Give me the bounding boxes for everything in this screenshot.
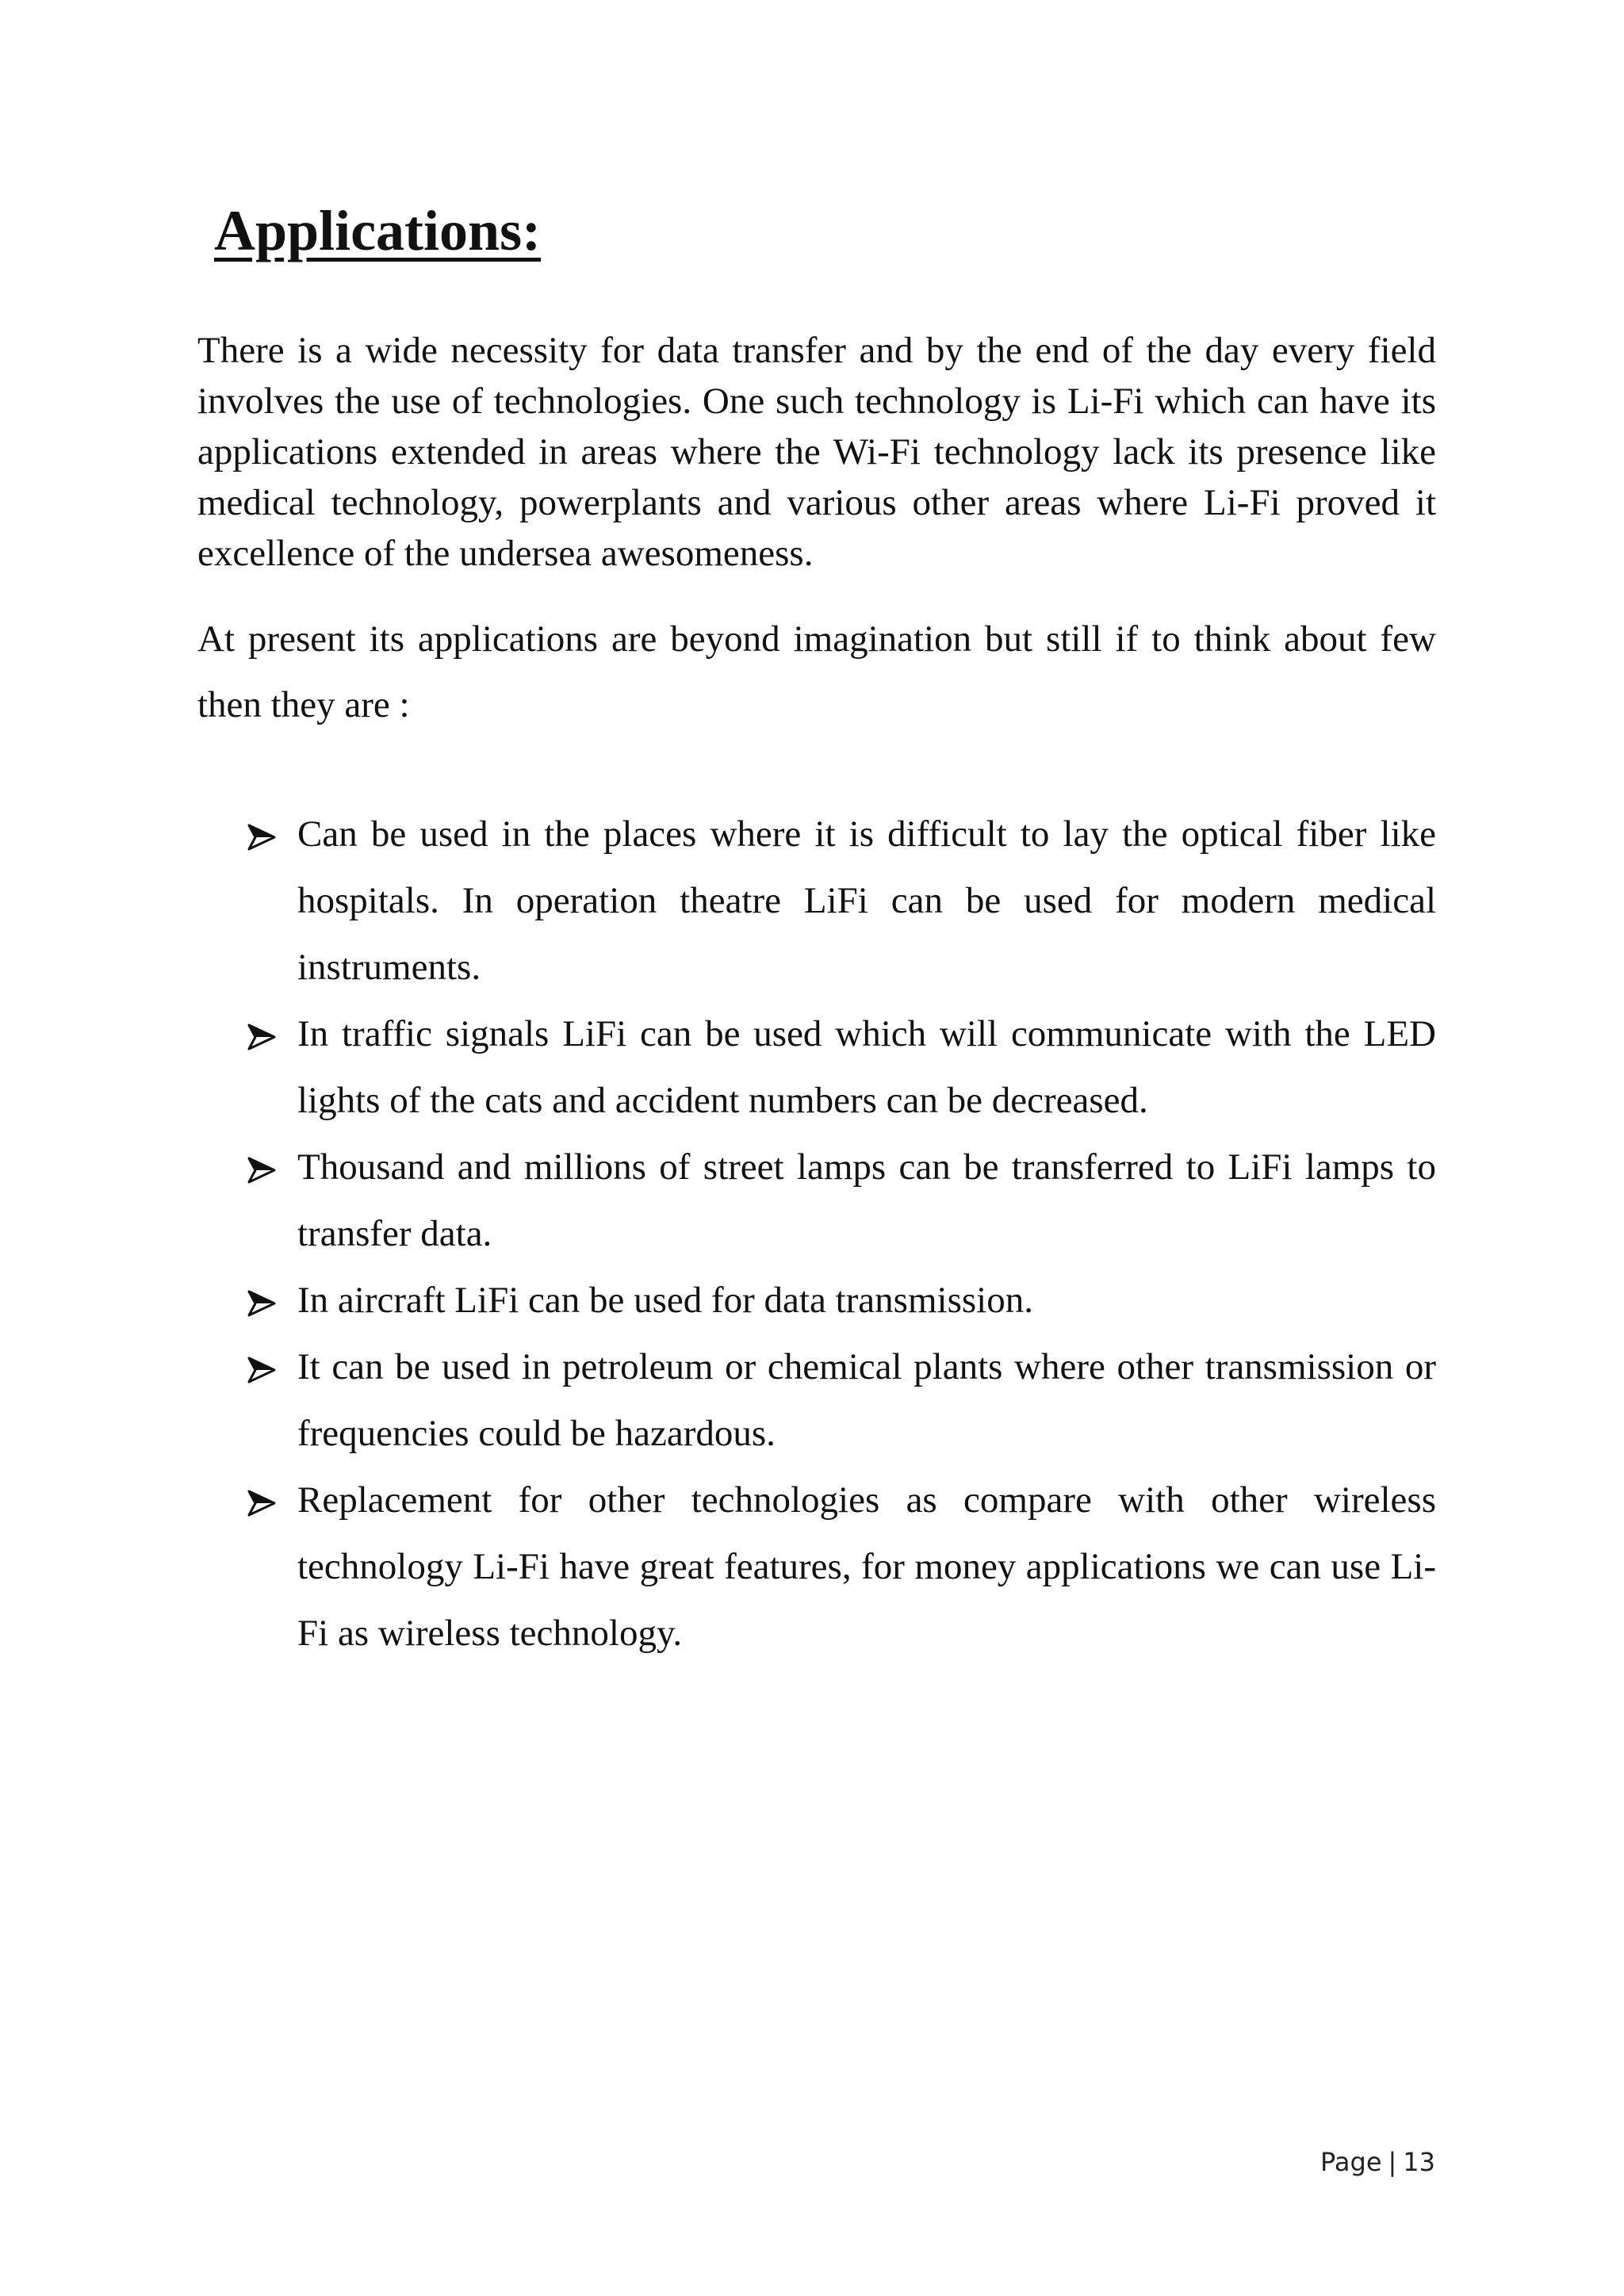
list-item — [246, 1267, 1436, 1334]
section-heading: Applications: — [214, 199, 542, 262]
lead-paragraph: At present its applications are beyond imagination but still if to think about few then they are : — [197, 618, 1436, 725]
list-item — [246, 801, 1436, 1001]
arrowhead-bullet-icon — [246, 1467, 278, 1533]
page-label: Page — [1320, 2147, 1382, 2177]
list-item — [246, 1001, 1436, 1134]
list-item-text: Replacement for other technologies as compare with other wireless technology Li-Fi have great features, for money applications we can use Li-Fi as wireless technology. — [297, 1479, 1436, 1654]
page-separator: | — [1388, 2147, 1397, 2177]
applications-list — [246, 801, 1436, 1667]
list-item-text: In aircraft LiFi can be used for data transmission. — [297, 1280, 1033, 1321]
page-number: 13 — [1403, 2147, 1435, 2177]
arrowhead-bullet-icon — [246, 1001, 278, 1067]
list-item-text: In traffic signals LiFi can be used which will communicate with the LED lights of the cats and accident numbers can be decreased. — [297, 1013, 1436, 1121]
list-item-text: Thousand and millions of street lamps can be transferred to LiFi lamps to transfer data. — [297, 1146, 1436, 1254]
intro-paragraph: There is a wide necessity for data transfer and by the end of the day every field involves the use of technologies. One such technology is Li-Fi which can have its applications extended in areas where the Wi-Fi technology lack its presence like medical technology, powerplants and various other areas where Li-Fi proved it excellence of the undersea awesomeness. — [197, 330, 1436, 574]
list-item — [246, 1467, 1436, 1667]
page-number-footer — [1320, 2147, 1435, 2177]
list-item-text: Can be used in the places where it is difficult to lay the optical fiber like hospitals. In operation theatre LiFi can be used for modern medical instruments. — [297, 813, 1436, 988]
list-item-text: It can be used in petroleum or chemical plants where other transmission or frequencies could be hazardous. — [297, 1346, 1436, 1454]
list-item — [246, 1334, 1436, 1467]
arrowhead-bullet-icon — [246, 1267, 278, 1334]
arrowhead-bullet-icon — [246, 1334, 278, 1400]
list-item — [246, 1134, 1436, 1267]
arrowhead-bullet-icon — [246, 1134, 278, 1200]
arrowhead-bullet-icon — [246, 801, 278, 867]
